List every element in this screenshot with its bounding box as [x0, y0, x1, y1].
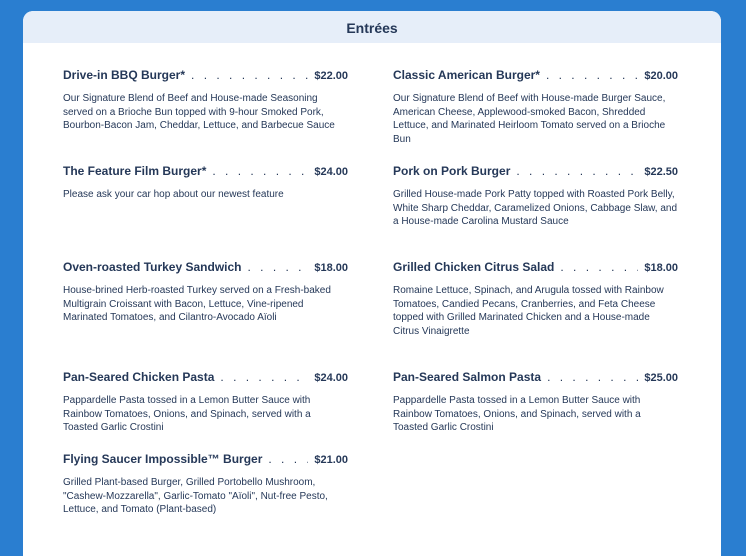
item-description: Our Signature Blend of Beef and House-made Seasoning served on a Brioche Bun topped with 9-hour Smoked Pork, Bourbon-Bacon Jam, Cheddar, Lettuce, and Barbecue Sauce — [63, 93, 335, 132]
dot-leader — [547, 370, 638, 384]
menu-card — [23, 11, 721, 556]
dot-leader — [248, 260, 309, 274]
item-price: $20.00 — [644, 70, 678, 82]
section-title: Entrées — [346, 20, 398, 36]
item-description: Our Signature Blend of Beef with House-made Burger Sauce, American Cheese, Applewood-smoked Bacon, Shredded Lettuce, and Marinated Heirloom Tomato served on a Brioche Bun — [393, 93, 666, 145]
item-name: Grilled Chicken Citrus Salad — [393, 260, 555, 274]
item-name: The Feature Film Burger* — [63, 164, 207, 178]
item-price: $18.00 — [314, 262, 348, 274]
menu-item[interactable] — [63, 370, 348, 435]
dot-leader — [191, 68, 308, 82]
item-price: $25.00 — [644, 372, 678, 384]
item-name: Classic American Burger* — [393, 68, 540, 82]
dot-leader — [220, 370, 308, 384]
item-name: Flying Saucer Impossible™ Burger — [63, 452, 263, 466]
menu-item[interactable] — [63, 68, 348, 133]
item-price: $22.50 — [644, 166, 678, 178]
item-description: Romaine Lettuce, Spinach, and Arugula tossed with Rainbow Tomatoes, Candied Pecans, Cranberries, and Feta Cheese topped with Grilled Marinated Chicken and a House-made Citrus Vinaigrette — [393, 285, 664, 337]
item-price: $24.00 — [314, 372, 348, 384]
item-description: Please ask your car hop about our newest feature — [63, 189, 284, 200]
item-description: Pappardelle Pasta tossed in a Lemon Butter Sauce with Rainbow Tomatoes, Onions, and Spinach, served with a Toasted Garlic Crostini — [63, 395, 311, 434]
item-name: Pan-Seared Salmon Pasta — [393, 370, 542, 384]
dot-leader — [212, 164, 308, 178]
menu-item[interactable] — [393, 164, 678, 229]
item-description: Pappardelle Pasta tossed in a Lemon Butter Sauce with Rainbow Tomatoes, Onions, and Spinach, served with a Toasted Garlic Crostini — [393, 395, 641, 434]
item-description: House-brined Herb-roasted Turkey served on a Fresh-baked Multigrain Croissant with Bacon, Lettuce, Vine-ripened Marinated Tomatoes, and Cilantro-Avocado Aïoli — [63, 285, 331, 324]
item-price: $24.00 — [314, 166, 348, 178]
section-header — [23, 11, 721, 43]
menu-item[interactable] — [63, 452, 348, 517]
item-price: $21.00 — [314, 454, 348, 466]
item-description: Grilled House-made Pork Patty topped with Roasted Pork Belly, White Sharp Cheddar, Caramelized Onions, Cabbage Slaw, and a House-made Carolina Mustard Sauce — [393, 189, 678, 228]
dot-leader — [560, 260, 638, 274]
menu-item[interactable] — [393, 370, 678, 435]
menu-item[interactable] — [63, 164, 348, 202]
dot-leader — [546, 68, 638, 82]
item-name: Pork on Pork Burger — [393, 164, 511, 178]
item-name: Drive-in BBQ Burger* — [63, 68, 186, 82]
item-price: $18.00 — [644, 262, 678, 274]
item-price: $22.00 — [314, 70, 348, 82]
dot-leader — [516, 164, 638, 178]
menu-item[interactable] — [393, 68, 678, 146]
dot-leader — [268, 452, 308, 466]
item-name: Pan-Seared Chicken Pasta — [63, 370, 215, 384]
item-description: Grilled Plant-based Burger, Grilled Portobello Mushroom, "Cashew-Mozzarella", Garlic-Tomato "Aïoli", Nut-free Pesto, Lettuce, and Tomato (Plant-based) — [63, 477, 328, 516]
item-name: Oven-roasted Turkey Sandwich — [63, 260, 242, 274]
menu-item[interactable] — [393, 260, 678, 338]
menu-item[interactable] — [63, 260, 348, 325]
